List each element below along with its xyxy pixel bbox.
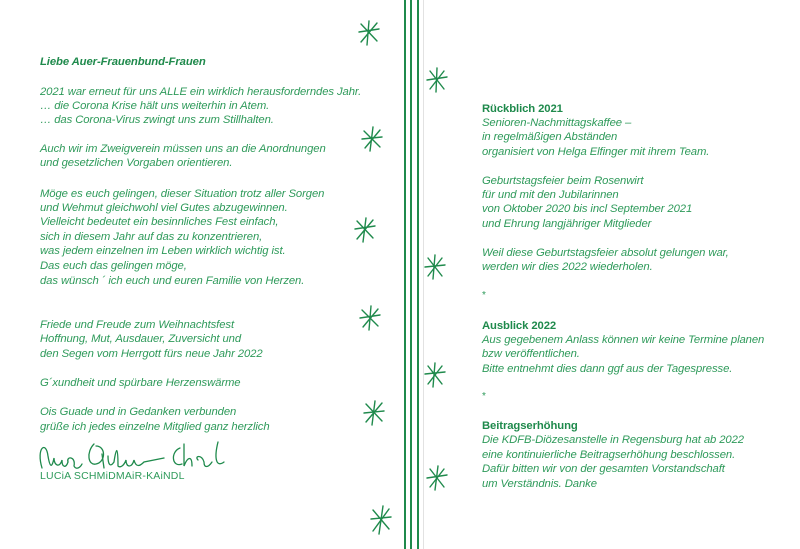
text-line: G´xundheit und spürbare Herzenswärme [40, 377, 241, 389]
separator: * [482, 391, 486, 402]
text-line: Weil diese Geburtstagsfeier absolut gelungen war, [482, 247, 729, 259]
text-line: in regelmäßigen Abständen [482, 131, 618, 143]
text-line: von Oktober 2020 bis incl September 2021 [482, 203, 693, 215]
text-line: den Segen vom Herrgott fürs neue Jahr 2022 [40, 348, 263, 360]
star-icon [361, 126, 383, 152]
text-line: … das Corona-Virus zwingt uns zum Stillhalten. [40, 114, 274, 126]
fold-line [404, 0, 406, 549]
section-title-rueckblick: Rückblich 2021 [482, 103, 563, 115]
text-line: Möge es euch gelingen, dieser Situation trotz aller Sorgen [40, 188, 325, 200]
text-line: und Ehrung langjähriger Mitglieder [482, 218, 652, 230]
star-icon [370, 505, 392, 535]
text-line: Dafür bitten wir von der gesamten Vorstandschaft [482, 463, 725, 475]
text-line: Vielleicht bedeutet ein besinnliches Fest einfach, [40, 216, 279, 228]
text-line: und gesetzlichen Vorgaben orientieren. [40, 157, 233, 169]
separator: * [482, 290, 486, 301]
fold-line [410, 0, 412, 549]
signature-name: LUCiA SCHMiDMAiR-KAiNDL [40, 470, 185, 482]
text-line: Hoffnung, Mut, Ausdauer, Zuversicht und [40, 333, 242, 345]
text-line: Senioren-Nachmittagskaffee – [482, 117, 632, 129]
text-line: für und mit den Jubilarinnen [482, 189, 619, 201]
fold-line [417, 0, 419, 549]
text-line: organisiert von Helga Elfinger mit ihrem Team. [482, 146, 710, 158]
star-icon [359, 305, 381, 331]
text-line: Geburtstagsfeier beim Rosenwirt [482, 175, 644, 187]
star-icon [426, 67, 448, 93]
text-line: Die KDFB-Diözesanstelle in Regensburg hat ab 2022 [482, 434, 744, 446]
text-line: Auch wir im Zweigverein müssen uns an die Anordnungen [40, 143, 326, 155]
text-line: Ois Guade und in Gedanken verbunden [40, 406, 237, 418]
star-icon [424, 362, 446, 388]
star-icon [358, 20, 380, 46]
star-icon [424, 254, 446, 280]
text-line: und Wehmut gleichwohl viel Gutes abzugewinnen. [40, 202, 288, 214]
text-line: um Verständnis. Danke [482, 478, 597, 490]
text-line: bzw veröffentlichen. [482, 348, 580, 360]
text-line: was jedem einzelnen im Leben wirklich wichtig ist. [40, 245, 286, 257]
star-icon [426, 465, 448, 491]
text-line: Aus gegebenem Anlass können wir keine Termine planen [482, 334, 765, 346]
text-line: 2021 war erneut für uns ALLE ein wirklich herausforderndes Jahr. [40, 86, 362, 98]
text-line: Bitte entnehmt dies dann ggf aus der Tagespresse. [482, 363, 733, 375]
star-icon [363, 400, 385, 426]
text-line: … die Corona Krise hält uns weiterhin in Atem. [40, 100, 270, 112]
section-title-ausblick: Ausblick 2022 [482, 320, 557, 332]
text-line: werden wir dies 2022 wiederholen. [482, 261, 653, 273]
text-line: Friede und Freude zum Weihnachtsfest [40, 319, 234, 331]
text-line: das wünsch ´ ich euch und euren Familie von Herzen. [40, 275, 305, 287]
star-icon [354, 217, 376, 243]
section-title-beitragserhoehung: Beitragserhöhung [482, 420, 578, 432]
text-line: Das euch das gelingen möge, [40, 260, 187, 272]
greeting: Liebe Auer-Frauenbund-Frauen [40, 56, 206, 68]
text-line: sich in diesem Jahr auf das zu konzentrieren, [40, 231, 263, 243]
text-line: eine kontinuierliche Beitragserhöhung beschlossen. [482, 449, 736, 461]
text-line: grüße ich jedes einzelne Mitglied ganz herzlich [40, 421, 270, 433]
